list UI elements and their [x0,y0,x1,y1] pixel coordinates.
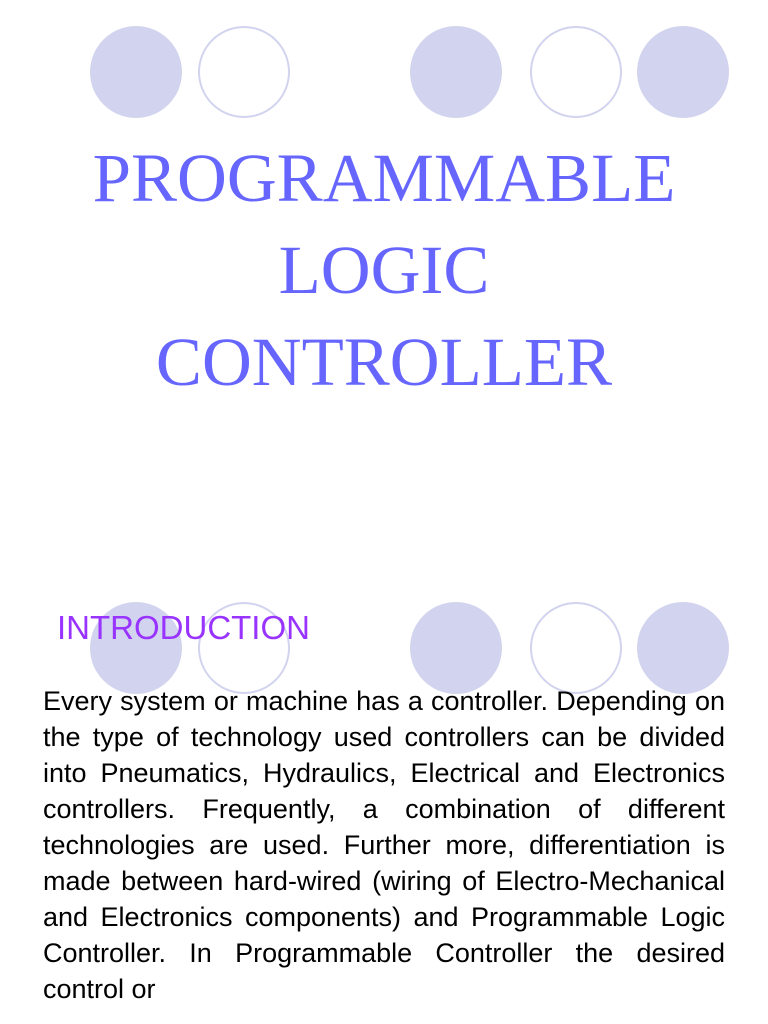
decorative-circle-filled [410,602,502,694]
slide-title [0,132,768,408]
title-line: PROGRAMMABLE [92,140,676,216]
decorative-circle-outline [530,602,622,694]
decorative-circle-filled [90,26,182,118]
decorative-circle-filled [637,26,729,118]
body-paragraph: Every system or machine has a controller. Depending on the type of technology used controllers can be divided into Pneumatics, Hydraulics, Electrical and Electronics controllers. Frequently, a combination of different technologies are used. Further more, differentiation is made between hard-wired (wiring of Electro-Mechanical and Electronics components) and Programmable Logic Controller. In Programmable Controller the desired control or [43,686,725,1004]
decorative-circle-outline [530,26,622,118]
section-heading: INTRODUCTION [57,609,310,646]
title-line: CONTROLLER [155,324,613,400]
title-line: LOGIC [278,232,490,308]
decorative-circle-filled [637,602,729,694]
decorative-circle-outline [198,26,290,118]
decorative-circle-filled [410,26,502,118]
